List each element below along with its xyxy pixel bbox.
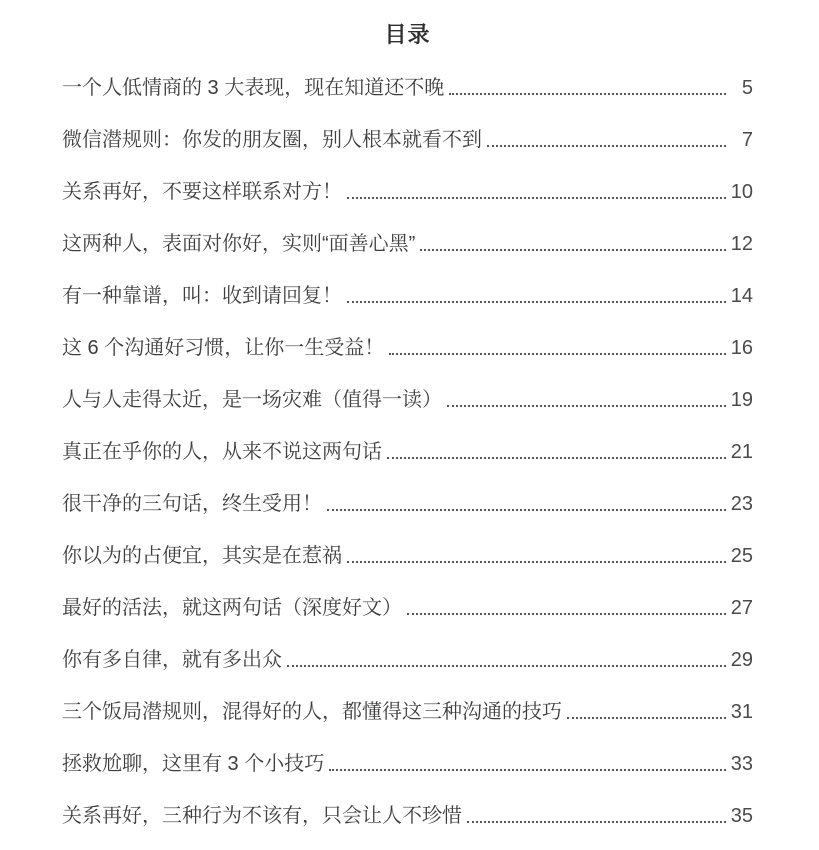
toc-entry-title: 关系再好，三种行为不该有，只会让人不珍惜 — [62, 805, 462, 827]
toc-entry[interactable] — [62, 686, 753, 738]
dot-leader — [347, 289, 726, 303]
toc-entry-title: 一个人低情商的 3 大表现，现在知道还不晚 — [62, 77, 445, 99]
toc-entry-title: 人与人走得太近，是一场灾难（值得一读） — [62, 389, 442, 411]
toc-entry[interactable] — [62, 738, 753, 790]
dot-leader — [389, 341, 726, 355]
toc-page-number: 16 — [730, 337, 753, 359]
toc-page-number: 14 — [730, 285, 753, 307]
toc-page-number: 12 — [730, 233, 753, 255]
dot-leader — [387, 445, 726, 459]
toc-entry-title: 关系再好，不要这样联系对方！ — [62, 181, 342, 203]
dot-leader — [487, 133, 726, 147]
toc-entry-title: 你有多自律，就有多出众 — [62, 649, 282, 671]
toc-entry[interactable] — [62, 530, 753, 582]
page-title: 目录 — [384, 22, 431, 47]
toc-entry-title: 这两种人，表面对你好，实则“面善心黑” — [62, 233, 416, 255]
toc-entry-title: 这 6 个沟通好习惯，让你一生受益！ — [62, 337, 385, 359]
dot-leader — [420, 237, 726, 251]
toc-entry[interactable] — [62, 634, 753, 686]
dot-leader — [447, 393, 726, 407]
toc-entry[interactable] — [62, 114, 753, 166]
dot-leader — [567, 705, 726, 719]
toc-page-number: 27 — [730, 597, 753, 619]
toc-entry[interactable] — [62, 426, 753, 478]
toc-entry-title: 你以为的占便宜，其实是在惹祸 — [62, 545, 342, 567]
toc-page-number: 19 — [730, 389, 753, 411]
toc-page-number: 25 — [730, 545, 753, 567]
toc-entry[interactable] — [62, 218, 753, 270]
toc-entry[interactable] — [62, 478, 753, 530]
toc-page-number: 5 — [741, 77, 753, 99]
toc-page-number: 31 — [730, 701, 753, 723]
toc-page-number: 29 — [730, 649, 753, 671]
toc-entry-title: 三个饭局潜规则，混得好的人，都懂得这三种沟通的技巧 — [62, 701, 562, 723]
toc-entry[interactable] — [62, 270, 753, 322]
toc-page-number: 7 — [741, 129, 753, 151]
dot-leader — [329, 757, 726, 771]
toc-page-number: 33 — [730, 753, 753, 775]
table-of-contents — [62, 62, 753, 842]
dot-leader — [327, 497, 726, 511]
dot-leader — [287, 653, 726, 667]
toc-page-number: 23 — [730, 493, 753, 515]
toc-entry[interactable] — [62, 790, 753, 842]
toc-entry[interactable] — [62, 322, 753, 374]
toc-entry-title: 拯救尬聊，这里有 3 个小技巧 — [62, 753, 325, 775]
toc-page-number: 35 — [730, 805, 753, 827]
toc-entry-title: 真正在乎你的人，从来不说这两句话 — [62, 441, 382, 463]
dot-leader — [347, 185, 726, 199]
toc-page-number: 10 — [730, 181, 753, 203]
toc-entry[interactable] — [62, 166, 753, 218]
dot-leader — [347, 549, 726, 563]
dot-leader — [407, 601, 726, 615]
dot-leader — [449, 81, 726, 95]
toc-page-number: 21 — [730, 441, 753, 463]
toc-entry[interactable] — [62, 374, 753, 426]
toc-entry[interactable] — [62, 62, 753, 114]
toc-entry[interactable] — [62, 582, 753, 634]
toc-entry-title: 微信潜规则：你发的朋友圈，别人根本就看不到 — [62, 129, 482, 151]
toc-entry-title: 最好的活法，就这两句话（深度好文） — [62, 597, 402, 619]
toc-entry-title: 有一种靠谱，叫：收到请回复！ — [62, 285, 342, 307]
dot-leader — [467, 809, 726, 823]
toc-entry-title: 很干净的三句话，终生受用！ — [62, 493, 322, 515]
